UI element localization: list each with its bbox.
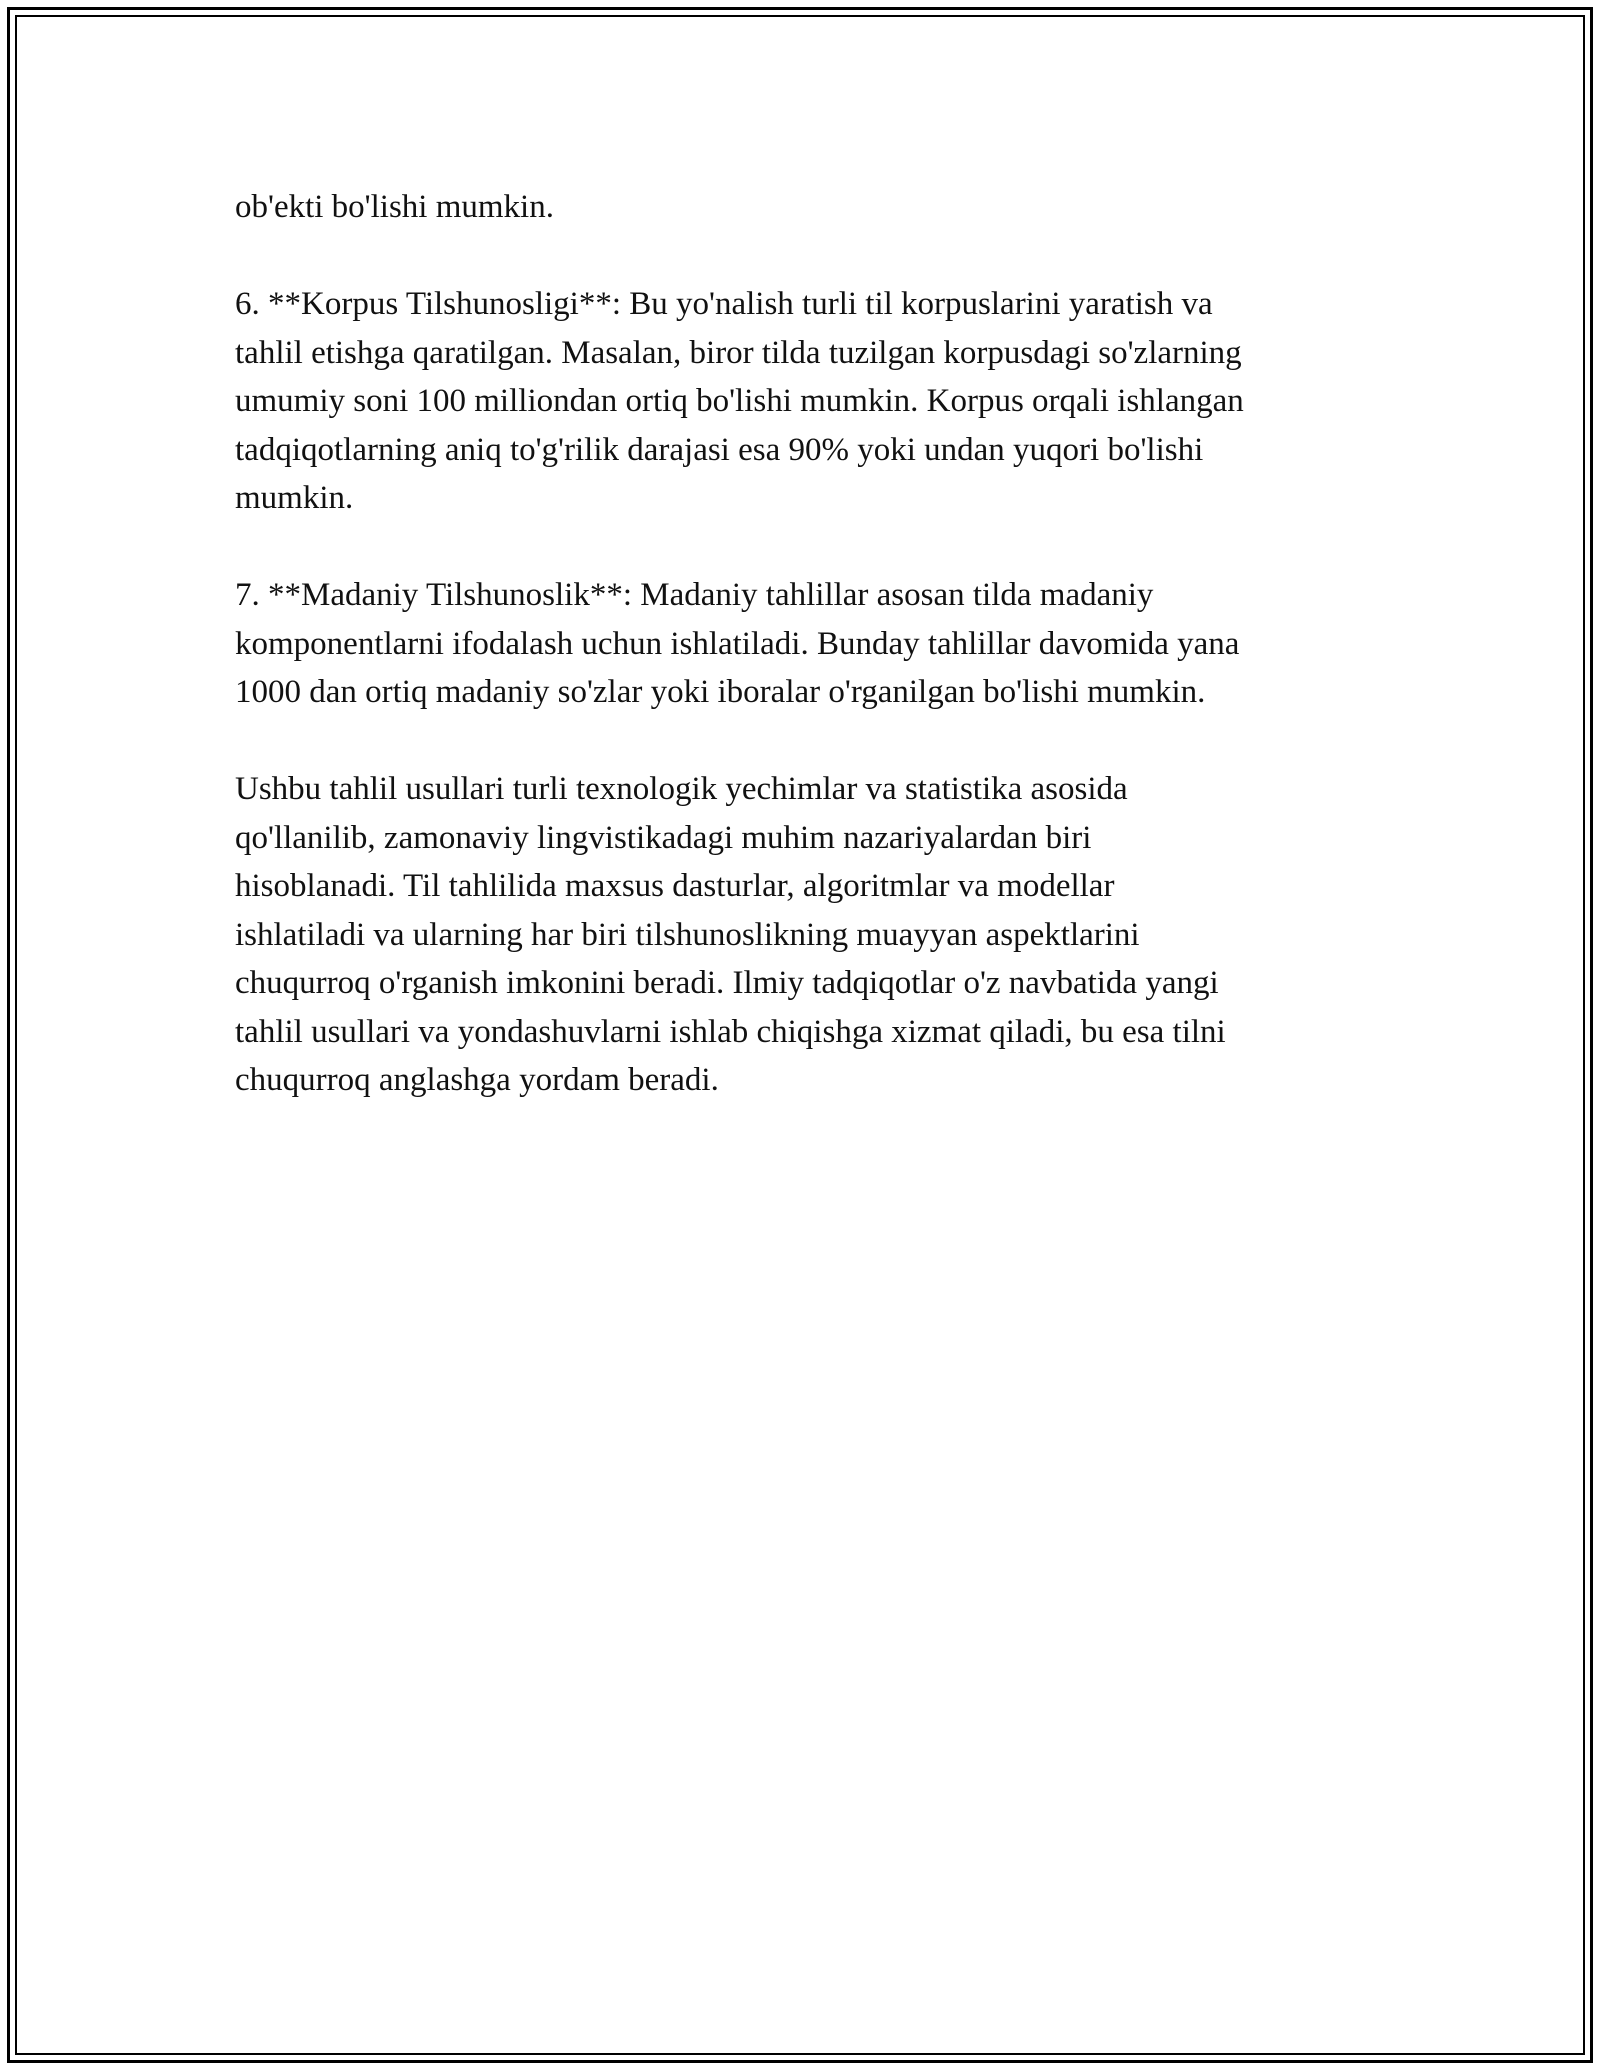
paragraph-madaniy-tilshunoslik: 7. **Madaniy Tilshunoslik**: Madaniy tahlillar asosan tilda madaniy komponentlarni ifodalash uchun ishlatiladi. Bunday tahlillar davomida yana 1000 dan ortiq madaniy so'zlar yoki iboralar o'rganilgan bo'lishi mumkin. [235,577,1240,710]
paragraph-continuation: ob'ekti bo'lishi mumkin. [235,189,554,225]
paragraph-conclusion: Ushbu tahlil usullari turli texnologik yechimlar va statistika asosida qo'llanilib, zamonaviy lingvistikadagi muhim nazariyalardan biri hisoblanadi. Til tahlilida maxsus dasturlar, algoritmlar va modellar ishlatiladi va ularning har biri tilshunoslikning muayyan aspektlarini chuqurroq o'rganish imkonini beradi. Ilmiy tadqiqotlar o'z navbatida yangi tahlil usullari va yondashuvlarni ishlab chiqishga xizmat qiladi, bu esa tilni chuqurroq anglashga yordam beradi. [235,771,1226,1098]
document-body [235,183,1375,1153]
paragraph-korpus-tilshunosligi: 6. **Korpus Tilshunosligi**: Bu yo'nalish turli til korpuslarini yaratish va tahlil etishga qaratilgan. Masalan, biror tilda tuzilgan korpusdagi so'zlarning umumiy soni 100 milliondan ortiq bo'lishi mumkin. Korpus orqali ishlangan tadqiqotlarning aniq to'g'rilik darajasi esa 90% yoki undan yuqori bo'lishi mumkin. [235,286,1244,516]
